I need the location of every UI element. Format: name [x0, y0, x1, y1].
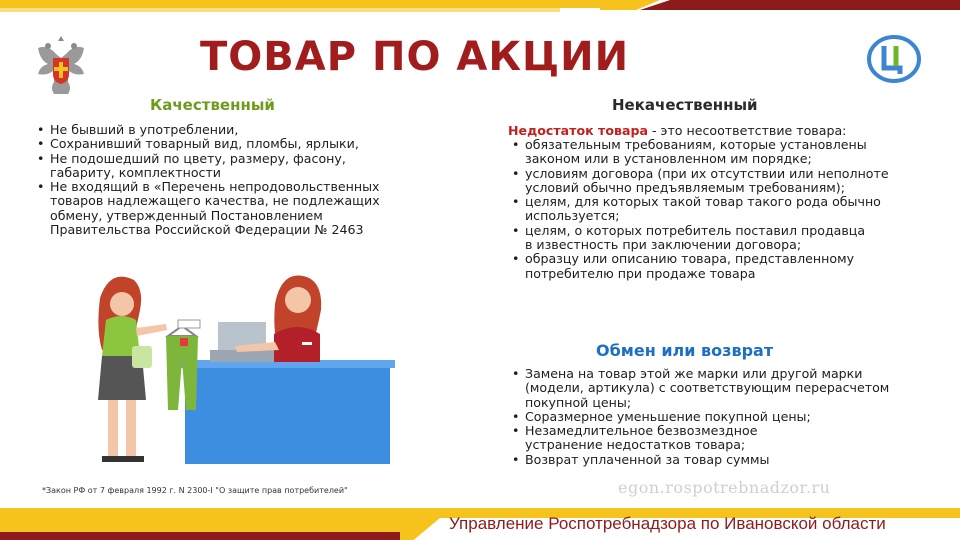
organization-name: Управление Роспотребнадзора по Ивановской области [449, 514, 886, 533]
shopping-illustration [70, 262, 400, 467]
list-item: • Незамедлительное безвозмездное устранение недостатков товара; [510, 424, 825, 453]
list-item: • целям, о которых потребитель поставил продавца в известность при заключении договора; [510, 224, 870, 253]
double-headed-eagle-emblem-icon [32, 32, 90, 98]
list-item: • Замена на товар этой же марки или другой марки (модели, артикула) с соответствующим перерасчетом покупной цены; [510, 367, 905, 410]
list-item: • Сохранивший товарный вид, пломбы, ярлыки, [35, 137, 455, 151]
defect-list [510, 138, 930, 281]
list-item: • Не подошедший по цвету, размеру, фасону, габариту, комплектности [35, 152, 400, 181]
defect-definition-text: - это несоответствие товара: [647, 123, 847, 138]
website-watermark: egon.rospotrebnadzor.ru [618, 478, 831, 497]
list-item: • Не входящий в «Перечень непродовольственных товаров надлежащего качества, не подлежащих обмену, утвержденный Постановлением Правительства Российской Федерации № 2463 [35, 180, 395, 237]
quality-heading: Качественный [150, 96, 275, 114]
list-item: • Возврат уплаченной за товар суммы [510, 453, 930, 467]
c-letter-logo-icon [866, 34, 922, 84]
quality-list [35, 123, 455, 237]
exchange-heading: Обмен или возврат [596, 341, 774, 360]
exchange-list [510, 367, 930, 467]
list-item: • Соразмерное уменьшение покупной цены; [510, 410, 930, 424]
page-title: ТОВАР ПО АКЦИИ [200, 34, 630, 80]
list-item: • условиям договора (при их отсутствии или неполноте условий обычно предъявляемым требованиям); [510, 167, 895, 196]
defect-term: Недостаток товара [508, 123, 648, 138]
list-item: • обязательным требованиям, которые установлены законом или в установленном им порядке; [510, 138, 885, 167]
list-item: • образцу или описанию товара, представленному потребителю при продаже товара [510, 252, 905, 281]
legal-footnote: *Закон РФ от 7 февраля 1992 г. N 2300-I "О защите прав потребителей" [42, 486, 348, 495]
list-item: • Не бывший в употреблении, [35, 123, 455, 137]
defect-heading: Некачественный [612, 96, 758, 114]
top-decorative-bar [0, 0, 960, 14]
list-item: • целям, для которых такой товар такого рода обычно используется; [510, 195, 895, 224]
